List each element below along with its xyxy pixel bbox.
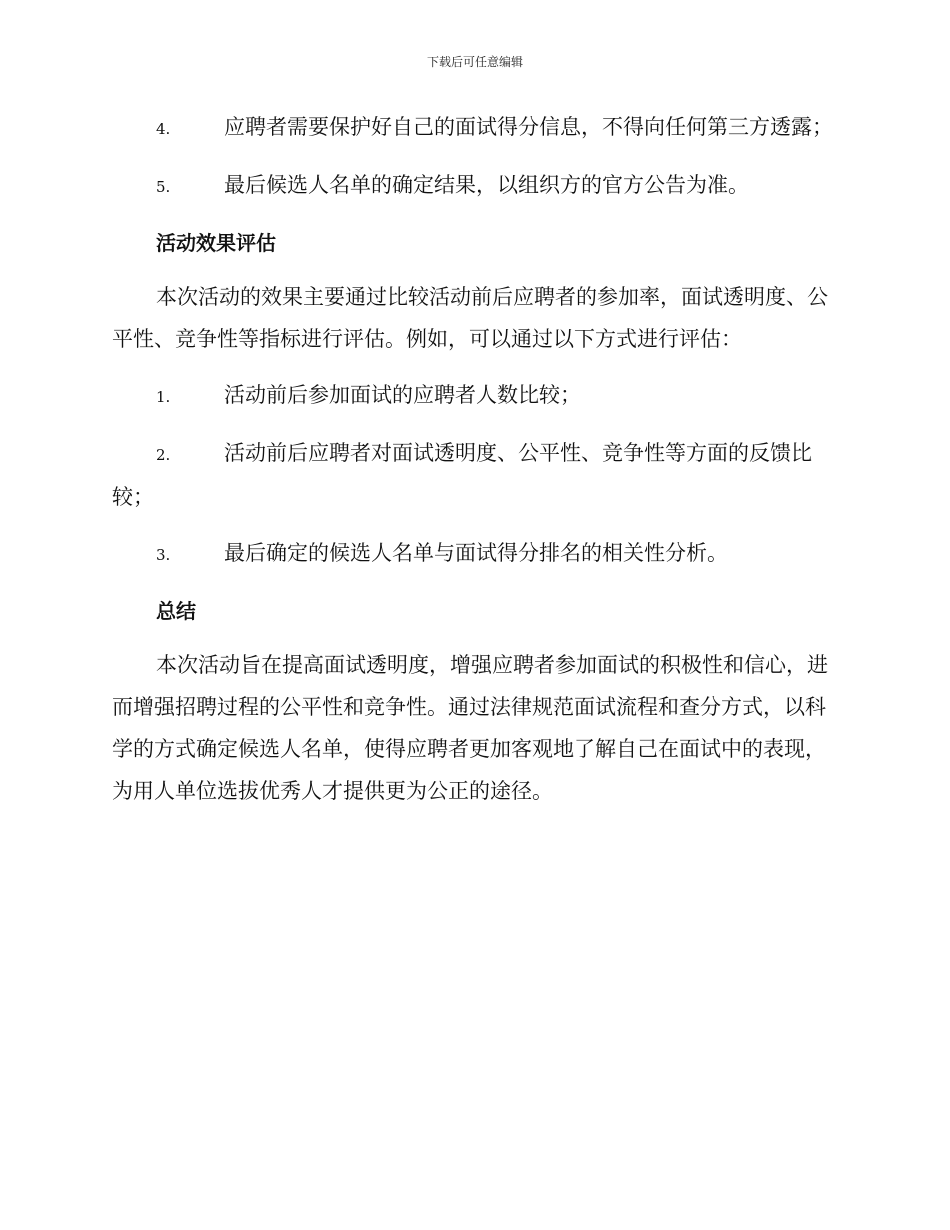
list-item-number: 3. [156,546,171,564]
section-heading-evaluation: 活动效果评估 [156,231,276,255]
document-body [112,106,836,826]
list-item [112,106,836,150]
list-item-text: 应聘者需要保护好自己的面试得分信息，不得向任何第三方透露； [224,115,833,139]
section-heading-summary: 总结 [156,599,196,623]
list-item-number: 1. [156,388,171,406]
list-item [112,164,836,208]
list-item-text: 最后确定的候选人名单与面试得分排名的相关性分析。 [224,541,728,565]
list-item-number: 2. [156,446,171,464]
list-item-text: 活动前后参加面试的应聘者人数比较； [224,383,581,407]
paragraph-evaluation: 本次活动的效果主要通过比较活动前后应聘者的参加率，面试透明度、公平性、竞争性等指标进行评估。例如，可以通过以下方式进行评估： [112,285,828,351]
list-item [112,432,836,518]
list-item-text: 活动前后应聘者对面试透明度、公平性、竞争性等方面的反馈比较； [112,441,812,509]
paragraph-summary: 本次活动旨在提高面试透明度，增强应聘者参加面试的积极性和信心，进而增强招聘过程的公平性和竞争性。通过法律规范面试流程和查分方式，以科学的方式确定候选人名单，使得应聘者更加客观地了解自己在面试中的表现，为用人单位选拔优秀人才提供更为公正的途径。 [112,653,828,803]
list-item [112,374,836,418]
list-item-text: 最后候选人名单的确定结果，以组织方的官方公告为准。 [224,173,749,197]
list-item-number: 5. [156,178,171,196]
list-item-number: 4. [156,120,171,138]
page-header: 下载后可任意编辑 [426,55,523,69]
list-item [112,532,836,576]
